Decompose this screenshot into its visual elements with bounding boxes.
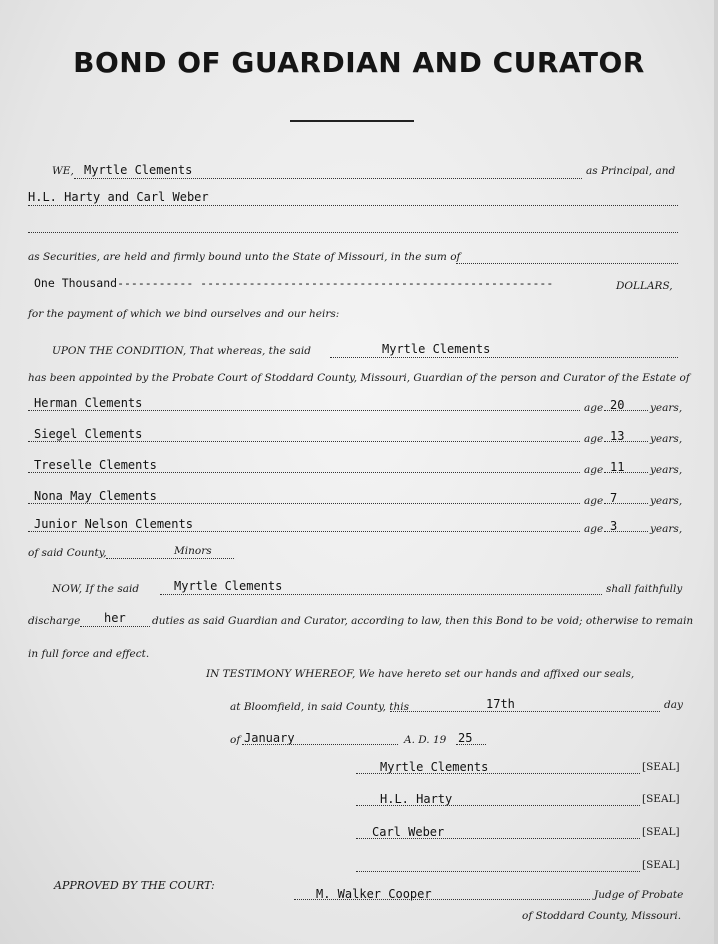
minor-name[interactable]: Nona May Clements	[34, 489, 157, 503]
now-dots	[160, 594, 602, 595]
securities-dots-1	[28, 205, 678, 206]
age-label: age	[584, 523, 604, 535]
seal-label: [SEAL]	[642, 793, 680, 805]
discharge-text: discharge	[28, 615, 81, 627]
signature-line	[356, 805, 640, 806]
age-dots	[604, 531, 648, 532]
day-value[interactable]: 17th	[486, 697, 515, 711]
signature[interactable]: Carl Weber	[372, 825, 445, 839]
day-dots	[390, 711, 660, 712]
dollars-label: DOLLARS,	[616, 280, 673, 292]
age-dots	[604, 441, 648, 442]
signature-line	[356, 773, 640, 774]
now-name[interactable]: Myrtle Clements	[174, 579, 283, 593]
county-text: of said County,	[28, 547, 107, 559]
securities-dots-2	[28, 232, 678, 233]
age-label: age	[584, 495, 604, 507]
we-label: WE,	[52, 165, 74, 177]
minor-age[interactable]: 11	[610, 460, 625, 474]
years-label: years,	[650, 523, 683, 535]
now-text: NOW, If the said	[52, 583, 140, 595]
minor-dots	[28, 441, 580, 442]
testimony-text: IN TESTIMONY WHEREOF, We have hereto set our hands and affixed our seals,	[206, 668, 635, 680]
payment-text: for the payment of which we bind ourselves and our heirs:	[28, 308, 340, 320]
seal-label: [SEAL]	[642, 859, 680, 871]
condition-text: UPON THE CONDITION, That whereas, the said	[52, 345, 311, 357]
document-title: BOND OF GUARDIAN AND CURATOR	[73, 46, 645, 79]
signature-line	[356, 871, 640, 872]
page-edge	[714, 0, 718, 944]
principal-dots	[74, 178, 582, 179]
pronoun[interactable]: her	[104, 611, 126, 625]
years-label: years,	[650, 495, 683, 507]
age-label: age	[584, 433, 604, 445]
faithfully-text: shall faithfully	[606, 583, 683, 595]
signature[interactable]: H.L. Harty	[380, 792, 453, 806]
minor-name[interactable]: Siegel Clements	[34, 427, 143, 441]
principal-name[interactable]: Myrtle Clements	[84, 163, 193, 177]
day-label: day	[664, 699, 683, 711]
minor-age[interactable]: 3	[610, 519, 618, 533]
securities-text: as Securities, are held and firmly bound unto the State of Missouri, in the sum of	[28, 251, 461, 263]
signature[interactable]: Myrtle Clements	[380, 760, 489, 774]
bloomfield-text: at Bloomfield, in said County, this	[230, 701, 410, 713]
minor-dots	[28, 531, 580, 532]
minor-name[interactable]: Junior Nelson Clements	[34, 517, 193, 531]
appointed-text: has been appointed by the Probate Court of Stoddard County, Missouri, Guardian of the person and Curator of the Estate of	[28, 372, 690, 384]
minor-age[interactable]: 7	[610, 491, 618, 505]
sum-dots-1	[456, 263, 678, 264]
seal-label: [SEAL]	[642, 761, 680, 773]
judge-label: Judge of Probate	[594, 889, 684, 901]
minor-dots	[28, 503, 580, 504]
duties-text: duties as said Guardian and Curator, according to law, then this Bond to be void; otherwise to remain	[152, 615, 694, 627]
age-dots	[604, 410, 648, 411]
age-dots	[604, 503, 648, 504]
discharge-dots	[80, 626, 150, 627]
minor-name[interactable]: Treselle Clements	[34, 458, 157, 472]
minor-age[interactable]: 13	[610, 429, 625, 443]
minor-name[interactable]: Herman Clements	[34, 396, 143, 410]
age-label: age	[584, 464, 604, 476]
years-label: years,	[650, 402, 683, 414]
sum-amount[interactable]: One Thousand----------- ---------------------------------------------------	[34, 276, 554, 290]
age-label: age	[584, 402, 604, 414]
approved-text: APPROVED BY THE COURT:	[54, 879, 215, 892]
years-label: years,	[650, 464, 683, 476]
year-value[interactable]: 25	[458, 731, 473, 745]
minor-dots	[28, 410, 580, 411]
force-text: in full force and effect.	[28, 648, 150, 660]
minor-age[interactable]: 20	[610, 398, 625, 412]
month-value[interactable]: January	[244, 731, 295, 745]
county-dots	[106, 558, 234, 559]
securities-names[interactable]: H.L. Harty and Carl Weber	[28, 190, 209, 204]
title-underline	[290, 120, 414, 122]
condition-dots	[330, 357, 678, 358]
condition-name[interactable]: Myrtle Clements	[382, 342, 491, 356]
principal-label: as Principal, and	[586, 165, 676, 177]
county-label: of Stoddard County, Missouri.	[522, 910, 682, 922]
ad-label: A. D. 19	[404, 734, 447, 746]
seal-label: [SEAL]	[642, 826, 680, 838]
signature-line	[356, 838, 640, 839]
of-label: of	[230, 734, 241, 746]
minor-dots	[28, 472, 580, 473]
judge-name[interactable]: M. Walker Cooper	[316, 887, 432, 901]
year-dots	[456, 744, 486, 745]
minors-label: Minors	[174, 545, 212, 557]
age-dots	[604, 472, 648, 473]
years-label: years,	[650, 433, 683, 445]
